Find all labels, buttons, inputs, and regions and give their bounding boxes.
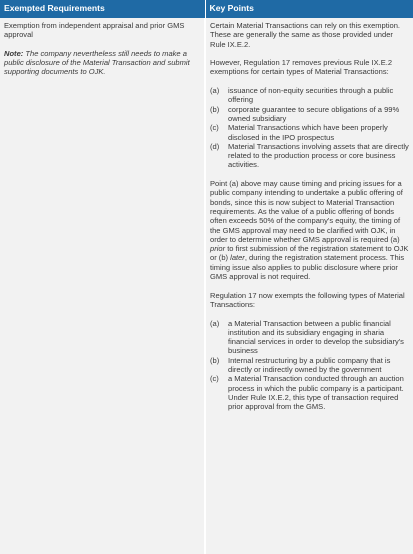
list-marker: (d)	[210, 141, 220, 151]
key-points-cell	[205, 18, 413, 554]
list-marker: (b)	[210, 355, 220, 365]
list-item	[210, 105, 409, 124]
table-row	[0, 18, 413, 554]
list-marker: (b)	[210, 104, 220, 114]
exemption-text: Exemption from independent appraisal and prior GMS approval	[4, 21, 185, 40]
key-point-paragraph-1: Certain Material Transactions can rely on this exemption. These are generally the same as those provided under Rule IX.E.2.	[210, 21, 401, 49]
paragraph-text: Point (a) above may cause timing and pricing issues for a public company intending to undertake a public offering of bonds, since this is now subject to Material Transaction requirements. As the value of a public offering of bonds often exceeds 50% of the company's equity, the timing of the GMS approval may need to be clarified with OJK, in order to determine whether GMS approval is required (a)	[210, 179, 403, 244]
list-item	[210, 86, 409, 105]
list-item-text: a Material Transaction between a public financial institution and its subsidiary engaging in sharia financial services in order to develop the subsidiary's business	[228, 318, 404, 356]
new-exemptions-list	[210, 319, 409, 412]
list-item	[210, 319, 409, 356]
emphasis-later: later	[230, 253, 245, 263]
list-marker: (c)	[210, 123, 219, 133]
removed-exemptions-list	[210, 86, 409, 170]
list-item-text: corporate guarantee to secure obligations of a 99% owned subsidiary	[228, 104, 400, 123]
exemption-note	[4, 49, 200, 77]
list-item-text: a Material Transaction conducted through an auction process in which the public company is a participant. Under Rule IX.E.2, this type of transaction required prior approval from the GMS.	[228, 374, 404, 412]
list-item	[210, 374, 409, 411]
list-item-text: Material Transactions which have been properly disclosed in the IPO prospectus	[228, 123, 388, 142]
list-marker: (c)	[210, 374, 219, 384]
list-item-text: Material Transactions involving assets that are directly related to the production process or core business activities.	[228, 141, 409, 170]
header-exempted-requirements: Exempted Requirements	[0, 0, 205, 18]
list-marker: (a)	[210, 318, 220, 328]
table-header-row	[0, 0, 413, 18]
list-marker: (a)	[210, 86, 220, 96]
key-point-paragraph-2: However, Regulation 17 removes previous Rule IX.E.2 exemptions for certain types of Material Transactions:	[210, 58, 393, 77]
list-item-text: Internal restructuring by a public company that is directly or indirectly owned by the government	[228, 355, 391, 374]
key-point-paragraph-4: Regulation 17 now exempts the following types of Material Transactions:	[210, 290, 405, 309]
header-key-points: Key Points	[205, 0, 413, 18]
exempted-requirements-cell	[0, 18, 205, 554]
emphasis-prior: prior	[210, 244, 226, 254]
list-item	[210, 356, 409, 375]
list-item-text: issuance of non-equity securities through a public offering	[228, 86, 394, 105]
note-label: Note:	[4, 48, 24, 58]
paragraph-text: to first submission of the registration statement to OJK or (b)	[210, 244, 409, 263]
key-point-paragraph-3	[210, 179, 409, 281]
list-item	[210, 142, 409, 170]
note-text: The company nevertheless still needs to make a public disclosure of the Material Transaction and submit supporting documents to OJK.	[4, 48, 190, 77]
paragraph-text: , during the registration statement process. This timing issue also applies to public disclosure where prior GMS approval is not required.	[210, 253, 405, 282]
list-item	[210, 123, 409, 142]
